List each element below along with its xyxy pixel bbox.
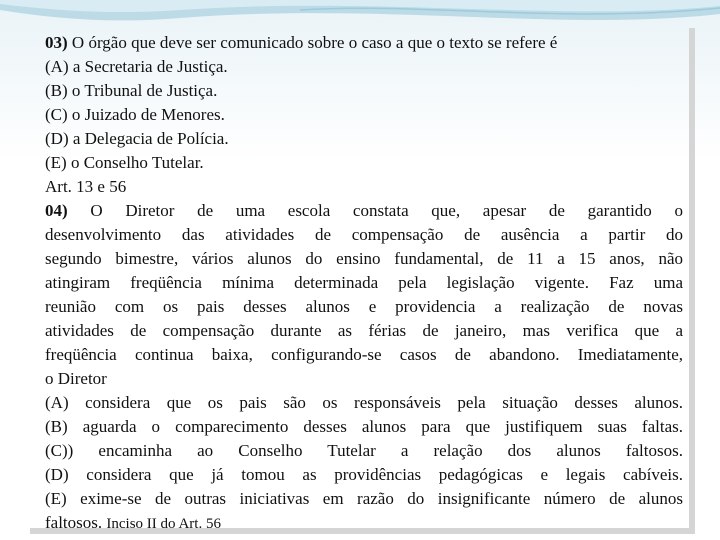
question-4-option: (A) considera que os pais são os responsáveis pela situação desses alunos. xyxy=(45,393,683,412)
question-4-reference: Inciso II do Art. 56 xyxy=(106,516,221,532)
question-3-option: (B) o Tribunal de Justiça. xyxy=(45,81,218,100)
question-4-option: (C)) encaminha ao Conselho Tutelar a relação dos alunos faltosos. xyxy=(45,441,683,460)
question-3-option: (E) o Conselho Tutelar. xyxy=(45,153,204,172)
question-4-option: (B) aguarda o comparecimento desses alunos para que justifiquem suas faltas. xyxy=(45,417,683,436)
question-4-stem-line: desenvolvimento das atividades de compensação de ausência a partir do xyxy=(45,225,683,244)
question-4-number: 04) xyxy=(45,201,68,220)
question-3-number: 03) xyxy=(45,33,68,52)
question-4-stem-line: o Diretor xyxy=(45,369,107,388)
question-4-stem-line: 04) O Diretor de uma escola constata que, apesar de garantido o xyxy=(45,201,683,220)
question-4-stem-line: atingiram freqüência mínima determinada pela legislação vigente. Faz uma xyxy=(45,273,683,292)
question-4-stem-line: freqüência continua baixa, configurando-se casos de abandono. Imediatamente, xyxy=(45,345,683,364)
question-4-option: (D) considera que já tomou as providências pedagógicas e legais cabíveis. xyxy=(45,465,683,484)
question-3-reference: Art. 13 e 56 xyxy=(45,177,127,196)
question-4-stem-line: atividades de compensação durante as férias de janeiro, mas verifica que a xyxy=(45,321,683,340)
question-4-stem-line: segundo bimestre, vários alunos do ensino fundamental, de 11 a 15 anos, não xyxy=(45,249,683,268)
document-text xyxy=(45,31,683,536)
question-3-option: (C) o Juizado de Menores. xyxy=(45,105,225,124)
question-4-option: (E) exime-se de outras iniciativas em razão do insignificante número de alunos xyxy=(45,489,683,508)
question-4-stem-line: reunião com os pais desses alunos e providencia a realização de novas xyxy=(45,297,683,316)
question-3-option: (A) a Secretaria de Justiça. xyxy=(45,57,228,76)
question-3-option: (D) a Delegacia de Polícia. xyxy=(45,129,229,148)
question-4-option-end: faltosos. Inciso II do Art. 56 xyxy=(45,513,221,532)
question-3-stem: 03) O órgão que deve ser comunicado sobre o caso a que o texto se refere é xyxy=(45,33,558,52)
